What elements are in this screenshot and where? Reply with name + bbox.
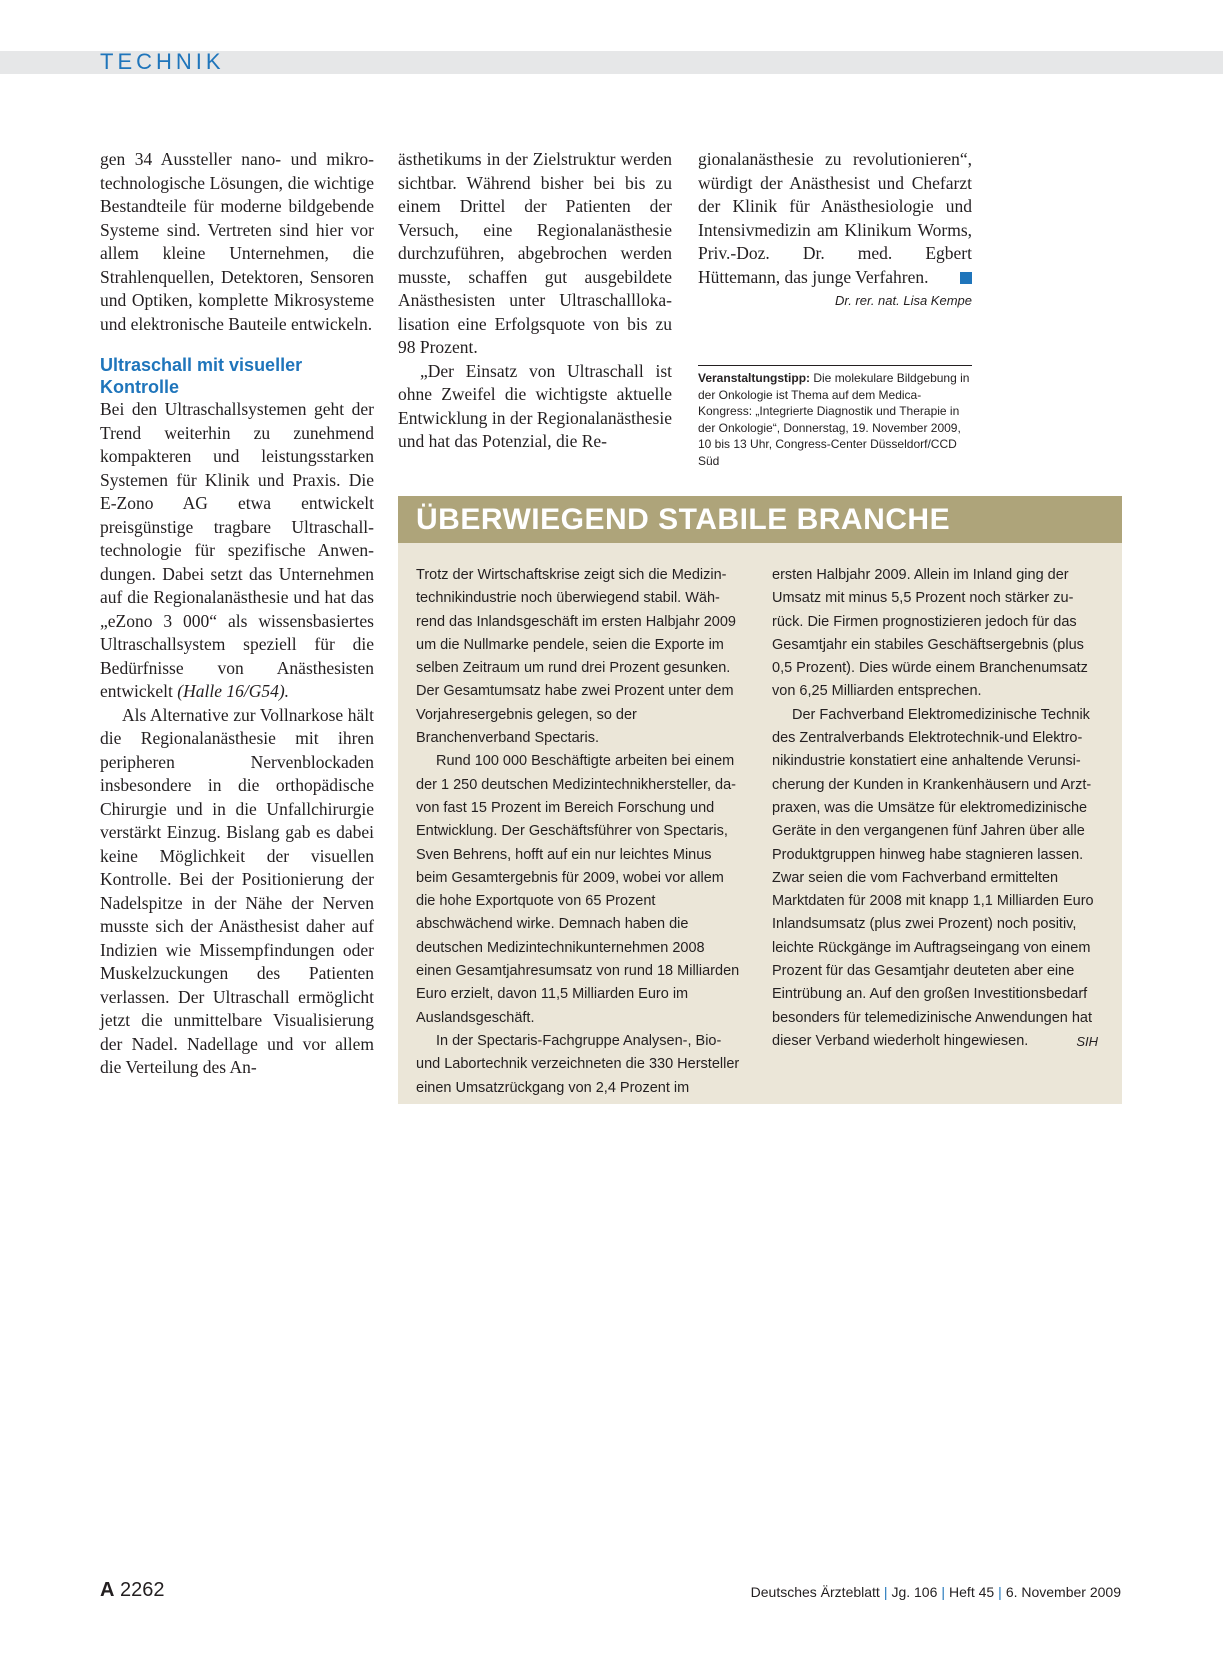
paragraph: ersten Halbjahr 2009. Allein im Inland ging der Umsatz mit minus 5,5 Prozent noch stärker zurück. Die Firmen prognostizieren jedoch für das Gesamtjahr ein stabiles Geschäftsergebnis (plus 0,5 Prozent). Dies würde einem Branchenumsatz von 6,25 Milliarden entsprechen. [772, 567, 1088, 700]
author-byline: Dr. rer. nat. Lisa Kempe [834, 293, 972, 308]
separator: | [883, 1584, 888, 1600]
article-column-3 [698, 148, 972, 311]
paragraph: Rund 100 000 Beschäftigte arbeiten bei einem der 1 250 deutschen Medizintechnikhersteller, davon fast 15 Prozent im Bereich Forschung und Entwicklung. Der Geschäftsführer von Spectaris, Sven Behrens, hofft auf ein nur leichtes Minus beim Gesamtergebnis für 2009, wobei vor allem die hohe Exportquote von 65 Prozent abschwächend wirke. Demnach haben die deutschen Medizintechnikunternehmen 2008 einen Gesamtjahresumsatz von rund 18 Milliarden Euro erzielt, davon 11,5 Milliarden Euro im Auslandsgeschäft. [416, 753, 740, 1026]
paragraph [698, 148, 972, 289]
paragraph-text: Der Fachverband Elektromedizinische Technik des Zentralverbands Elektrotechnik-und Elektronikindustrie konstatiert eine anhaltende Verunsicherung der Kunden in Krankenhäusern und Arztpraxen, was die Umsätze für elektromedizinische Geräte in den vergangenen fünf Jahren über alle Produktgruppen hinweg habe stagnieren lassen. Zwar seien die vom Fachverband ermittelten Marktdaten für 2008 mit knapp 1,1 Milliarden Euro Inlandsumsatz (plus zwei Prozent) noch positiv, leichte Rückgänge im Auftragseingang von einem Prozent für das Gesamtjahr deuteten aber eine Eintrübung an. Auf den großen Investitionsbedarf besonders für telemedizinische Anwendungen hat dieser Verband wiederholt hingewiesen. [772, 706, 1094, 1049]
booth-reference: (Halle 16/G54). [177, 681, 290, 701]
paragraph: Als Alternative zur Vollnarkose hält die Regionalanästhesie mit ihren peripheren Nervenblockaden insbesondere in die orthopädische Chirurgie und in die Unfallchirurgie verstärkt Einzug. Bislang gab es dabei keine Möglichkeit der visuellen Kontrolle. Bei der Positionierung der Nadelspitze in der Nähe der Nerven musste sich der Anästhesist daher auf Indizien wie Missempfindungen oder Muskelzuckungen des Patienten verlassen. Der Ultraschall ermöglicht jetzt die unmittelbare Visualisierung der Nadel. Nadellage und vor allem die Verteilung des An- [100, 704, 374, 1077]
info-box-title: ÜBERWIEGEND STABILE BRANCHE [416, 503, 951, 536]
subheading: Ultraschall mit visueller Kontrolle [100, 355, 303, 397]
journal-volume: Jg. 106 [891, 1584, 938, 1600]
journal-date: 6. November 2009 [1005, 1584, 1121, 1600]
page-number [100, 1578, 165, 1602]
info-box-title-bar [398, 496, 1122, 543]
paragraph: gen 34 Aussteller nano- und mikrotechnologische Lösungen, die wichtige Bestandteile für moderne bildgebende Systeme sind. Vertreten sind hier vor allem kleine Unternehmen, die Strahlenquellen, Detektoren, Sensoren und Optiken, komplette Mikrosysteme und elektronische Bauteile entwickeln. [100, 149, 374, 334]
journal-name: Deutsches Ärzteblatt [750, 1584, 880, 1600]
event-tip-text: Die molekulare Bildgebung in der Onkologie ist Thema auf dem Medica-Kongress: „Integrierte Diagnostik und Therapie in der Onkologie“, Donnerstag, 19. November 2009, 10 bis 13 Uhr, Congress-Center Düsseldorf/CCD Süd [698, 371, 970, 468]
article-column-1 [100, 148, 374, 1080]
page-number-value: 2262 [120, 1579, 165, 1601]
journal-footer [751, 1582, 1121, 1602]
box-signature: SIH [1076, 1033, 1098, 1049]
paragraph: In der Spectaris-Fachgruppe Analysen-, Bio- und Labortechnik verzeichneten die 330 Hersteller einen Umsatzrückgang von 2,4 Prozent im [416, 1032, 740, 1096]
info-box-column-2 [772, 564, 1098, 1053]
journal-issue: Heft 45 [949, 1584, 995, 1600]
paragraph: „Der Einsatz von Ultraschall ist ohne Zweifel die wichtigste aktuelle Entwicklung in der Regionalanästhesie und hat das Potenzial, die Re- [398, 360, 672, 451]
separator: | [998, 1584, 1002, 1600]
paragraph-text: Bei den Ultraschallsystemen geht der Trend weiterhin zu zunehmend kompakteren und leistungsstarken Systemen für Klinik und Praxis. Die E-Zono AG etwa entwickelt preisgünstige tragbare Ultraschalltechnologie für spezifische Anwendungen. Dabei setzt das Unternehmen auf die Regionalanästhesie und hat das „eZono 3 000“ als wissensbasiertes Ultraschallsystem speziell für die Bedürfnisse von Anästhesisten entwickelt [100, 399, 374, 701]
paragraph: Trotz der Wirtschaftskrise zeigt sich die Medizintechnikindustrie noch überwiegend stabil. Während das Inlandsgeschäft im ersten Halbjahr 2009 um die Nullmarke pendele, seien die Exporte im selben Zeitraum um rund drei Prozent gesunken. Der Gesamtumsatz habe zwei Prozent unter dem Vorjahresergebnis gelegen, so der Branchenverband Spectaris. [416, 567, 736, 747]
paragraph-text: gionalanästhesie zu revolutionieren“, würdigt der Anästhesist und Chefarzt der Klinik für Anästhesiologie und Intensivmedizin am Klinikum Worms, Priv.-Doz. Dr. med. Egbert Hüttemann, das junge Verfahren. [698, 149, 972, 287]
section-label: TECHNIK [100, 49, 225, 74]
paragraph [772, 704, 1098, 1053]
event-tip [698, 365, 972, 469]
paragraph [100, 398, 374, 704]
page-prefix: A [100, 1579, 115, 1601]
paragraph: ästhetikums in der Zielstruktur werden sichtbar. Während bisher bei bis zu einem Drittel der Patienten der Versuch, eine Regionalanästhesie durchzuführen, abgebrochen werden musste, schaffen gut ausgebildete Anästhesisten unter Ultraschalllokalisation eine Erfolgsquote von bis zu 98 Prozent. [398, 149, 672, 357]
event-tip-label: Veranstaltungstipp: [698, 371, 811, 385]
info-box [398, 496, 1122, 1104]
info-box-column-1 [416, 564, 742, 1100]
end-mark-icon [960, 272, 972, 284]
article-column-2 [398, 148, 672, 454]
separator: | [941, 1584, 946, 1600]
